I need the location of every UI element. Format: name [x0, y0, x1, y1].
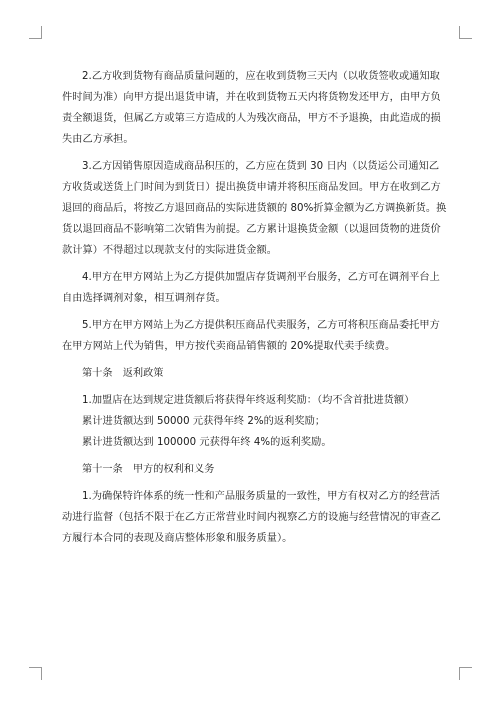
rebate-tier-line: 累计进货额达到 100000 元获得年终 4%的返利奖励。 — [82, 437, 332, 448]
text-line: 3.乙方因销售原因造成商品积压的，乙方应在货到 30 日内（以货运公司通知乙 — [82, 161, 440, 172]
text-line: 动进行监督（包括不限于在乙方正常营业时间内视察乙方的设施与经营情况的审查乙 — [62, 512, 441, 523]
crop-mark-bottom-left — [29, 667, 42, 680]
text-line: 方履行本合同的表现及商店整体形象和服务质量）。 — [62, 533, 293, 544]
text-line: 失由乙方承担。 — [62, 134, 134, 145]
text-line: 1.为确保特许体系的统一性和产品服务质量的一致性，甲方有权对乙方的经营活 — [82, 491, 440, 502]
text-line: 退回的商品后，将按乙方退回商品的实际进货额的 80%折算金额为乙方调换新货。换 — [62, 203, 447, 214]
text-line: 在甲方网站上代为销售，甲方按代卖商品销售额的 20%提取代卖手续费。 — [62, 341, 396, 352]
text-line: 件时间为准）向甲方提出退货申请，并在收到货物五天内将货物发还甲方，由甲方负 — [62, 92, 441, 103]
text-line: 2.乙方收到货物有商品质量问题的，应在收到货物三天内（以收货签收或通知取 — [82, 71, 440, 82]
article-11-heading: 第十一条 甲方的权利和义务 — [82, 464, 215, 475]
paragraph-item-4 — [62, 267, 442, 309]
text-line: 5.甲方在甲方网站上为乙方提供积压商品代卖服务，乙方可将积压商品委托甲方 — [82, 320, 440, 331]
crop-mark-top-right — [459, 26, 472, 39]
text-line: 自由选择调剂对象，相互调剂存货。 — [62, 293, 226, 304]
article-11-body — [62, 486, 442, 549]
text-line: 款计算）不得超过以现款支付的实际进货金额。 — [62, 245, 277, 256]
document-body — [62, 66, 447, 555]
paragraph-item-3 — [62, 156, 447, 261]
text-line: 方收货或送货上门时间为到货日）提出换货申请并将积压商品发回。甲方在收到乙方 — [62, 182, 441, 193]
rebate-rule-line: 1.加盟店在达到规定进货额后将获得年终返利奖励：（均不含首批进货额） — [82, 395, 415, 406]
article-10-body — [62, 390, 442, 453]
text-line: 4.甲方在甲方网站上为乙方提供加盟店存货调剂平台服务，乙方可在调剂平台上 — [82, 272, 440, 283]
article-10-heading: 第十条 返利政策 — [82, 368, 164, 379]
paragraph-item-5 — [62, 315, 442, 357]
rebate-tier-line: 累计进货额达到 50000 元获得年终 2%的返利奖励； — [82, 416, 326, 427]
paragraph-item-2 — [62, 66, 442, 150]
text-line: 货以退回商品不影响第二次销售为前提。乙方累计退换货金额（以退回货物的进货价 — [62, 224, 441, 235]
crop-mark-bottom-right — [459, 667, 472, 680]
text-line: 责全额退货，但属乙方或第三方造成的人为残次商品，甲方不予退换，由此造成的损 — [62, 113, 441, 124]
crop-mark-top-left — [29, 26, 42, 39]
